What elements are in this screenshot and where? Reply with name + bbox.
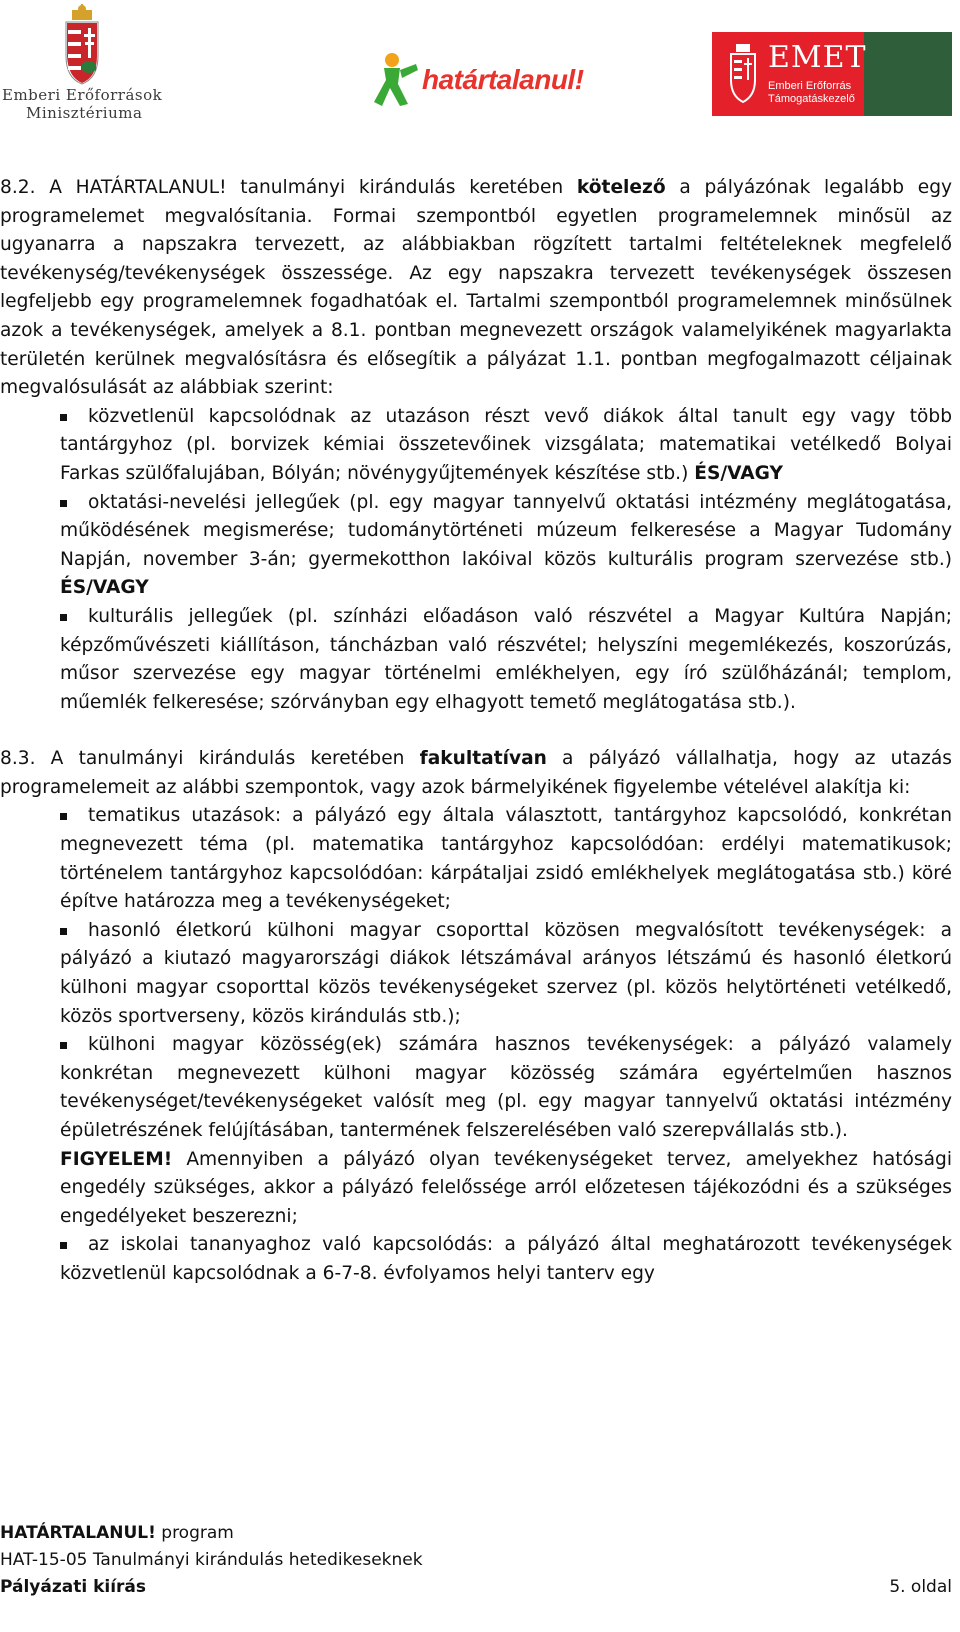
emmi-logo-text — [2, 86, 174, 122]
footer-document-type: Pályázati kiírás — [0, 1577, 147, 1597]
page-number: 5. oldal — [889, 1577, 952, 1597]
section-8-3-bullet-list — [0, 802, 952, 1145]
page-footer — [0, 1520, 952, 1601]
list-item-text: kulturális jellegűek (pl. színházi előadáson való részvétel a Magyar Kultúra Napján; képzőművészeti kiállításon, táncházban való részvétel; helyszíni megemlékezés, koszorúzás, műsor szervezése egy magyar történelmi emlékhelyen, egy író szülőházánál; templom, műemlék felkeresése; szórványban egy elhagyott temető meglátogatása stb.). — [60, 605, 952, 713]
footer-program — [0, 1520, 952, 1547]
emet-logo-subtitle-line1: Emberi Erőforrás — [768, 80, 852, 92]
section-8-2-intro — [0, 174, 952, 403]
list-item-connector: ÉS/VAGY — [694, 462, 783, 484]
emmi-logo-line1: Emberi Erőforrások — [2, 86, 163, 104]
warning-note — [0, 1146, 952, 1232]
header-logos — [0, 0, 960, 130]
list-item — [0, 917, 952, 1031]
section-8-3-emphasis: fakultatívan — [419, 748, 547, 770]
square-bullet-icon — [60, 813, 67, 820]
square-bullet-icon — [60, 928, 67, 935]
section-8-3-bullet-list-continued — [0, 1231, 952, 1288]
emet-logo-green-block — [864, 32, 952, 116]
coat-of-arms-icon — [60, 4, 104, 88]
emet-logo-title: EMET — [768, 40, 867, 75]
square-bullet-icon — [60, 614, 67, 621]
list-item-text: hasonló életkorú külhoni magyar csoporttal közösen megvalósított tevékenységek: a pályázó a kiutazó magyarországi diákok létszámával arányos létszámú és hasonló életkorú külhoni magyar csoporttal közös tevékenységeket szervez (pl. közös helytörténeti vetélkedő, közös sportverseny, közös kirándulás stb.); — [60, 919, 952, 1027]
hatartalanul-logo-text: határtalanul! — [422, 64, 584, 95]
warning-label: FIGYELEM! — [60, 1148, 173, 1170]
list-item — [0, 489, 952, 603]
section-8-2-bullet-list — [0, 403, 952, 718]
coat-of-arms-icon — [728, 42, 758, 104]
hatartalanul-logo — [372, 50, 587, 110]
square-bullet-icon — [60, 414, 67, 421]
emet-logo — [712, 32, 952, 116]
section-8-2-intro-start: 8.2. A HATÁRTALANUL! tanulmányi kirándulás keretében — [0, 177, 577, 198]
list-item-text: külhoni magyar közösség(ek) számára hasznos tevékenységek: a pályázó valamely konkrétan megnevezett külhoni magyar közösség számára egyértelműen hasznos tevékenységet/tevékenységeket valósít meg (pl. egy magyar tannyelvű oktatási intézmény épületrészének felújításában, tantermének felszerelésében való szerepvállalás stb.). — [60, 1034, 952, 1141]
list-item — [0, 603, 952, 717]
warning-text: Amennyiben a pályázó olyan tevékenységeket tervez, amelyekhez hatósági engedély szükséges, akkor a pályázó felelőssége arról előzetesen tájékozódni és a szükséges engedélyeket beszerezni; — [60, 1148, 952, 1227]
emet-logo-subtitle — [768, 80, 855, 106]
section-8-3-intro — [0, 745, 952, 802]
list-item-text: oktatási-nevelési jellegűek (pl. egy magyar tannyelvű oktatási intézmény meglátogatása, működésének megismerése; tudománytörténeti múzeum felkeresése a Magyar Tudomány Napján, november 3-án; gyermekotthon lakóival közös kulturális program szervezése stb.) — [60, 491, 952, 570]
footer-call-code: HAT-15-05 Tanulmányi kirándulás hetedikeseknek — [0, 1550, 423, 1570]
list-item-text: tematikus utazások: a pályázó egy általa választott, tantárgyhoz kapcsolódó, konkrétan megnevezett téma (pl. matematika tantárgyhoz kapcsolódóan: erdélyi matematikusok; történelem tantárgyhoz kapcsolódóan: kárpátaljai zsidó emlékhelyek meglátogatása stb.) köré építve határozza meg a tevékenységeket; — [60, 805, 952, 913]
list-item — [0, 1031, 952, 1145]
list-item-connector: ÉS/VAGY — [60, 577, 149, 599]
emmi-logo-line2: Minisztériuma — [26, 104, 143, 122]
section-8-3-intro-rest: a pályázó vállalhatja, hogy az utazás programelemeit az alábbi szempontok, vagy azok bármelyikének figyelembe vételével alakítja ki: — [0, 748, 952, 798]
emmi-logo — [0, 0, 175, 122]
list-item-text: közvetlenül kapcsolódnak az utazáson részt vevő diákok által tanult egy vagy több tantárgyhoz (pl. borvizek kémiai összetevőinek vizsgálata; matematikai vetélkedő Bolyai Farkas szülőfalujában, Bólyán; növénygyűjtemények készítése stb.) — [60, 405, 952, 484]
section-8-2-emphasis: kötelező — [576, 177, 666, 198]
emet-logo-subtitle-line2: Támogatáskezelő — [768, 93, 855, 105]
list-item-text: az iskolai tananyaghoz való kapcsolódás: a pályázó által meghatározott tevékenységek közvetlenül kapcsolódnak a 6-7-8. évfolyamos helyi tanterv egy — [60, 1234, 952, 1284]
footer-program-suffix: program — [155, 1523, 234, 1543]
document-body — [0, 174, 952, 1289]
section-8-3-intro-start: 8.3. A tanulmányi kirándulás keretében — [0, 748, 420, 770]
square-bullet-icon — [60, 1242, 67, 1249]
square-bullet-icon — [60, 500, 67, 507]
list-item — [0, 403, 952, 489]
square-bullet-icon — [60, 1042, 67, 1049]
footer-program-name: HATÁRTALANUL! — [0, 1523, 156, 1543]
list-item — [0, 802, 952, 916]
section-8-2-intro-rest: a pályázónak legalább egy programelemet megvalósítania. Formai szempontból egyetlen programelemnek minősül az ugyanarra a napszakra tervezett, az alábbiakban rögzített tartalmi feltételeknek megfelelő tevékenység/tevékenységek összessége. Az egy napszakra tervezett tevékenységek összesen legfeljebb egy programelemnek fogadhatóak el. Tartalmi szempontból programelemnek minősülnek azok a tevékenységek, amelyek a 8.1. pontban megnevezett országok valamelyikének magyarlakta területén kerülnek megvalósításra és elősegítik a pályázat 1.1. pontban megfogalmazott céljainak megvalósulását az alábbiak szerint: — [0, 177, 952, 399]
list-item — [0, 1231, 952, 1288]
